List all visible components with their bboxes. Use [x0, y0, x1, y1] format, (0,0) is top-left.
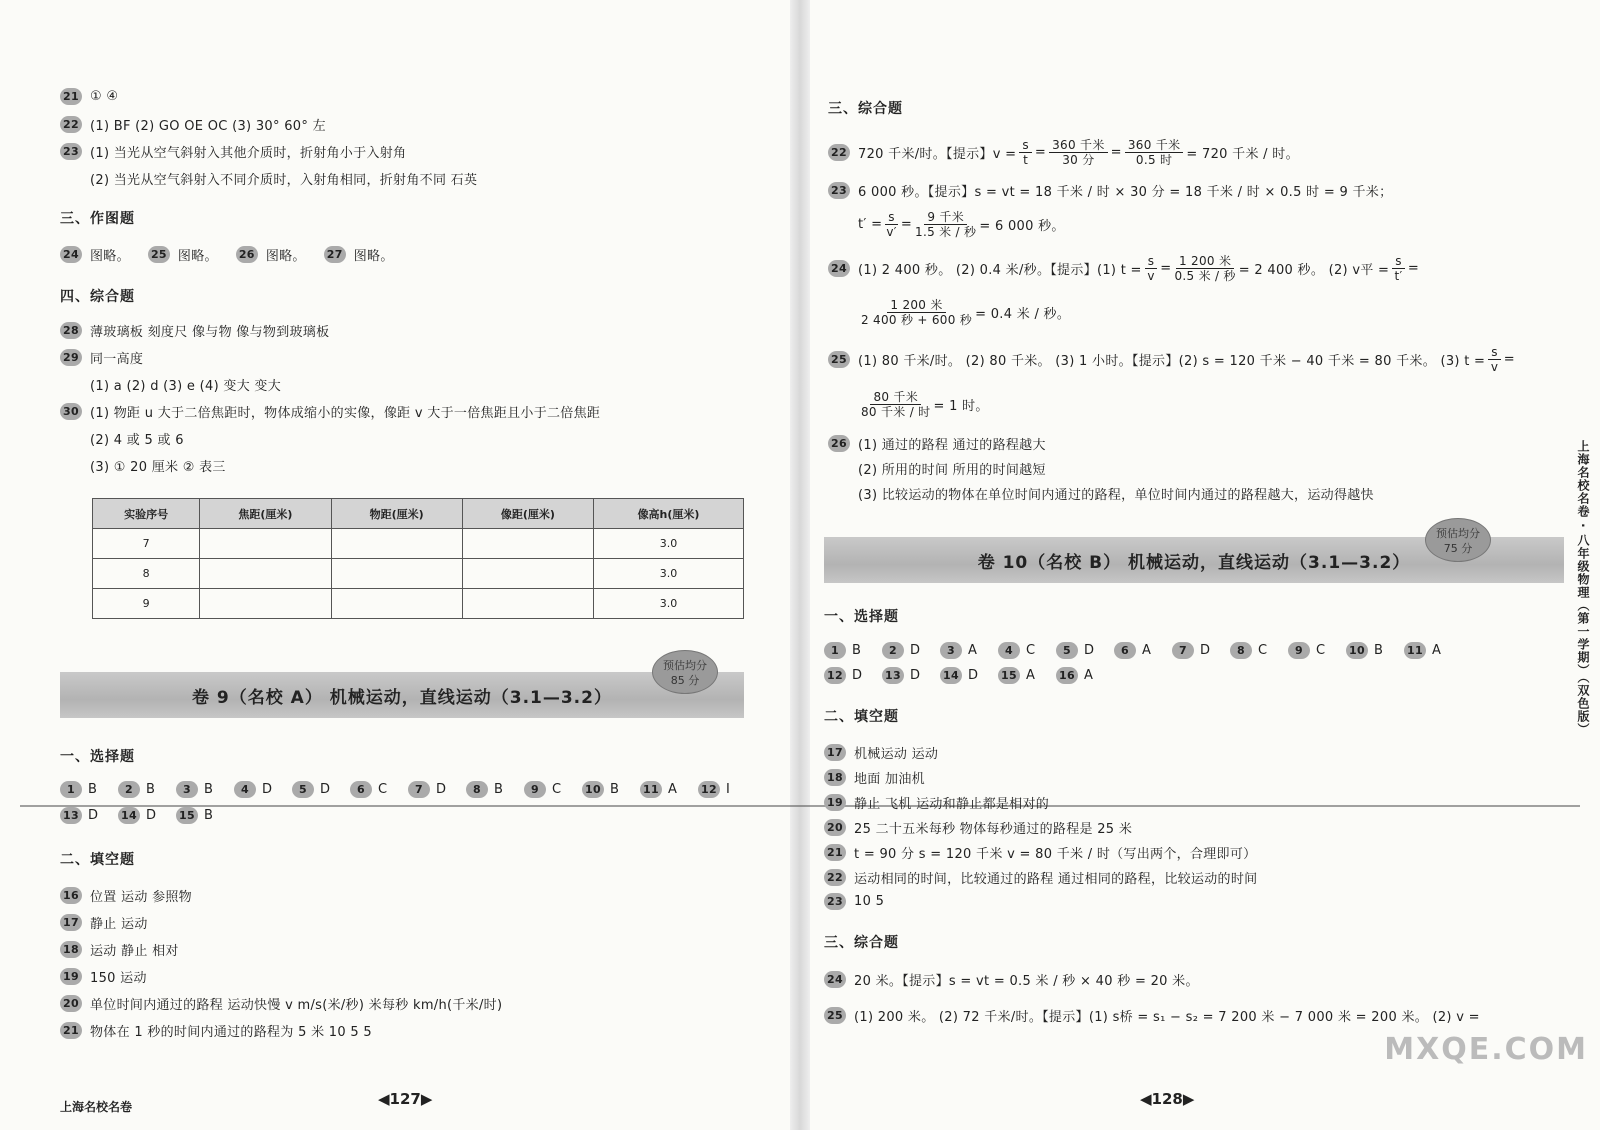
answer-23	[828, 181, 1392, 200]
score-badge	[652, 650, 718, 694]
question-number: 22	[828, 144, 850, 161]
fraction	[1019, 138, 1032, 167]
choice-value: D	[88, 808, 99, 823]
answer-text: (2) 所用的时间 所用的时间越短	[858, 463, 1046, 478]
choice-value: B	[204, 782, 214, 797]
numerator: 9 千米	[924, 210, 967, 225]
question-number: 15	[998, 667, 1020, 684]
choice-answers	[824, 667, 1114, 684]
question-number: 19	[60, 968, 82, 985]
answer-line	[60, 348, 143, 367]
choice-value: B	[204, 808, 214, 823]
table-header-row	[93, 499, 744, 529]
question-number: 23	[828, 182, 850, 199]
denominator: 2 400 秒 + 600 秒	[861, 313, 973, 327]
question-number: 26	[828, 435, 850, 452]
question-number: 2	[882, 642, 904, 659]
equals: =	[1034, 145, 1047, 160]
banner-title: 卷 9（名校 A） 机械运动，直线运动（3.1—3.2）	[192, 687, 612, 708]
fraction	[1049, 138, 1108, 167]
question-number: 22	[824, 869, 846, 886]
answer-line	[60, 940, 179, 959]
question-number: 30	[60, 403, 82, 420]
answer-text: (2) 4 或 5 或 6	[90, 433, 184, 448]
answer-23-cont	[858, 210, 1065, 239]
answer-line	[824, 970, 1199, 989]
numerator: 360 千米	[1049, 138, 1108, 153]
equals: =	[1503, 352, 1515, 367]
answer-text: = 720 千米 / 时。	[1186, 147, 1299, 162]
answer-line	[60, 88, 118, 105]
question-number: 4	[234, 781, 256, 798]
answer-line	[60, 886, 192, 905]
answer-line	[60, 1021, 372, 1040]
exam-banner	[60, 672, 744, 718]
table-cell	[462, 529, 593, 559]
choice-value: D	[1084, 643, 1095, 658]
question-number: 23	[60, 143, 82, 160]
answer-line	[60, 321, 329, 340]
table-header: 焦距(厘米)	[200, 499, 331, 529]
page-number: ◀127▶	[378, 1090, 433, 1108]
table-cell: 3.0	[594, 589, 744, 619]
section-heading: 四、综合题	[60, 289, 135, 305]
question-number: 9	[1288, 642, 1310, 659]
answer-line	[90, 169, 477, 188]
section-heading: 二、填空题	[824, 709, 899, 725]
score-badge	[1425, 518, 1491, 562]
table-row	[93, 589, 744, 619]
table-cell	[331, 529, 462, 559]
question-number: 6	[1114, 642, 1136, 659]
question-number: 22	[60, 116, 82, 133]
answer-text: t = 90 分 s = 120 千米 v = 80 千米 / 时（写出两个，合理即可）	[854, 847, 1257, 862]
choice-value: D	[968, 668, 979, 683]
table-cell	[200, 589, 331, 619]
choice-value: B	[146, 782, 156, 797]
answer-line	[90, 429, 184, 448]
answer-line	[60, 142, 406, 161]
fraction	[1175, 254, 1236, 283]
choice-value: D	[1200, 643, 1211, 658]
answer-text: (1) 200 米。 (2) 72 千米/时。【提示】(1) s桥 = s₁ − s₂ = 7 200 米 − 7 000 米 = 200 米。 (2) v =	[854, 1010, 1480, 1025]
denominator: 0.5 米 / 秒	[1174, 269, 1236, 283]
answer-24	[828, 254, 1419, 283]
answer-text: 静止 飞机 运动和静止都是相对的	[854, 797, 1050, 812]
question-number: 16	[1056, 667, 1078, 684]
table-cell	[200, 559, 331, 589]
question-number: 12	[698, 781, 720, 798]
section-heading: 二、填空题	[60, 852, 135, 868]
answer-line	[824, 843, 1256, 862]
fraction	[1488, 345, 1501, 374]
choice-value: D	[910, 668, 921, 683]
question-number: 4	[998, 642, 1020, 659]
answer-text: 同一高度	[90, 352, 144, 367]
denominator: v	[1147, 269, 1155, 283]
answer-text: 图略。	[90, 249, 130, 264]
question-number: 24	[60, 246, 82, 263]
choice-value: A	[1432, 643, 1442, 658]
question-number: 10	[1346, 642, 1368, 659]
answer-text: (1) BF (2) GO OE OC (3) 30° 60° 左	[90, 119, 326, 134]
denominator: v′	[886, 225, 897, 239]
answer-line	[858, 459, 1046, 478]
numerator: s	[1145, 254, 1158, 269]
choice-value: C	[1316, 643, 1326, 658]
table-header: 像距(厘米)	[462, 499, 593, 529]
answer-text: 图略。	[265, 249, 306, 264]
question-number: 21	[60, 1022, 82, 1039]
answer-line	[824, 793, 1049, 812]
question-number: 8	[466, 781, 488, 798]
answer-line	[824, 743, 938, 762]
question-number: 15	[176, 807, 198, 824]
question-number: 14	[118, 807, 140, 824]
section-heading: 一、选择题	[60, 749, 135, 765]
answer-text: (2) 当光从空气斜射入不同介质时，入射角相同，折射角不同 石英	[90, 173, 478, 188]
section-heading: 三、综合题	[828, 101, 903, 117]
answer-line	[90, 456, 226, 475]
question-number: 3	[940, 642, 962, 659]
answer-text: 薄玻璃板 刻度尺 像与物 像与物到玻璃板	[90, 325, 330, 340]
table-row	[93, 529, 744, 559]
answer-text: 20 米。【提示】s = vt = 0.5 米 / 秒 × 40 秒 = 20 米。	[854, 974, 1199, 989]
question-number: 24	[824, 971, 846, 988]
question-number: 24	[828, 260, 850, 277]
answer-line	[60, 994, 502, 1013]
denominator: v	[1490, 360, 1499, 374]
fraction	[861, 298, 972, 327]
choice-value: C	[552, 782, 562, 797]
right-page	[810, 0, 1600, 1130]
question-number: 23	[824, 893, 846, 910]
question-number: 21	[824, 844, 846, 861]
choice-value: A	[1026, 668, 1036, 683]
question-number: 6	[350, 781, 372, 798]
answer-25-cont	[858, 390, 989, 419]
section-heading: 三、作图题	[60, 211, 135, 227]
denominator: t′	[1394, 269, 1403, 283]
fraction	[885, 210, 898, 239]
answer-text: = 6 000 秒。	[979, 219, 1065, 234]
section-heading: 三、综合题	[824, 935, 899, 951]
footer-title: 上海名校名卷	[60, 1100, 133, 1114]
question-number: 26	[236, 246, 258, 263]
badge-value: 85 分	[670, 674, 700, 687]
question-number: 17	[824, 744, 846, 761]
answer-text: 运动相同的时间，比较通过的路程 通过相同的路程，比较运动的时间	[854, 872, 1258, 887]
question-number: 27	[324, 246, 346, 263]
question-number: 8	[1230, 642, 1252, 659]
answer-text: 静止 运动	[90, 917, 148, 932]
denominator: 30 分	[1062, 153, 1095, 167]
fraction	[1145, 254, 1158, 283]
banner-title: 卷 10（名校 B） 机械运动，直线运动（3.1—3.2）	[977, 552, 1411, 573]
choice-value: C	[1258, 643, 1268, 658]
choice-value: A	[668, 782, 678, 797]
table-cell: 3.0	[594, 559, 744, 589]
answer-line	[824, 1006, 1480, 1025]
answer-text: 6 000 秒。【提示】s = vt = 18 千米 / 时 × 30 分 = 18 千米 / 时 × 0.5 时 = 9 千米；	[858, 185, 1393, 200]
answer-text: 25 二十五米每秒 物体每秒通过的路程是 25 米	[854, 822, 1133, 837]
question-number: 20	[60, 995, 82, 1012]
table-cell	[331, 589, 462, 619]
question-number: 7	[408, 781, 430, 798]
badge-value: 75 分	[1443, 542, 1473, 555]
numerator: 1 200 米	[1176, 254, 1234, 269]
question-number: 11	[640, 781, 662, 798]
table-cell: 8	[93, 559, 200, 589]
answer-line	[60, 115, 326, 134]
answer-text: 地面 加油机	[854, 772, 925, 787]
denominator: 0.5 时	[1135, 153, 1173, 167]
choice-value: C	[1026, 643, 1036, 658]
numerator: s	[1488, 345, 1501, 360]
fraction	[1125, 138, 1184, 167]
experiment-table	[92, 498, 744, 619]
answer-text: = 1 时。	[933, 399, 989, 414]
badge-label: 预估均分	[663, 659, 707, 672]
answer-text: (1) 通过的路程 通过的路程越大	[858, 438, 1046, 453]
answer-line	[60, 913, 148, 932]
choice-value: B	[494, 782, 504, 797]
fraction	[861, 390, 930, 419]
numerator: s	[1392, 254, 1405, 269]
answer-25	[828, 345, 1515, 374]
question-number: 28	[60, 322, 82, 339]
answer-text: (3) ① 20 厘米 ② 表三	[90, 460, 226, 475]
answer-line	[828, 434, 1046, 453]
answer-text: (1) 当光从空气斜射入其他介质时，折射角小于入射角	[90, 146, 407, 161]
choice-value: B	[88, 782, 98, 797]
choice-value: A	[968, 643, 978, 658]
choice-answers	[60, 781, 756, 798]
answer-text: = 0.4 米 / 秒。	[975, 307, 1071, 322]
answer-line	[858, 484, 1374, 503]
answer-line	[90, 375, 281, 394]
question-number: 1	[824, 642, 846, 659]
table-header: 实验序号	[93, 499, 200, 529]
answer-line	[824, 868, 1257, 887]
numerator: 360 千米	[1125, 138, 1184, 153]
answer-text: (1) 80 千米/时。 (2) 80 千米。 (3) 1 小时。【提示】(2) s = 120 千米 − 40 千米 = 80 千米。 (3) t =	[858, 354, 1486, 369]
page-fold	[790, 0, 810, 1130]
equals: =	[1407, 261, 1420, 276]
choice-value: D	[262, 782, 273, 797]
choice-value: D	[320, 782, 331, 797]
equals: =	[1160, 261, 1172, 276]
answer-text: 720 千米/时。【提示】v =	[858, 147, 1017, 162]
page-number: ◀128▶	[1140, 1090, 1195, 1108]
equals: =	[900, 217, 913, 232]
side-title: 上海名校名卷 · 八年级物理（第一学期）（双色版）	[1576, 440, 1590, 736]
question-number: 25	[828, 351, 850, 368]
table-row	[93, 559, 744, 589]
section-heading: 一、选择题	[824, 609, 899, 625]
table-header: 像高h(厘米)	[594, 499, 744, 529]
question-number: 10	[582, 781, 604, 798]
fraction	[1392, 254, 1405, 283]
fraction	[915, 210, 976, 239]
question-number: 11	[1404, 642, 1426, 659]
denominator: 1.5 米 / 秒	[915, 225, 977, 239]
table-cell	[462, 589, 593, 619]
answer-24-cont	[858, 298, 1070, 327]
answer-text: (1) 2 400 秒。 (2) 0.4 米/秒。【提示】(1) t =	[858, 263, 1142, 278]
denominator: 80 千米 / 时	[861, 405, 931, 419]
denominator: t	[1023, 153, 1029, 167]
answer-line	[824, 893, 884, 910]
choice-answers	[60, 807, 234, 824]
choice-value: D	[436, 782, 447, 797]
question-number: 1	[60, 781, 82, 798]
answer-text: 单位时间内通过的路程 运动快慢 v m/s(米/秒) 米每秒 km/h(千米/时)	[90, 998, 503, 1013]
numerator: 1 200 米	[887, 298, 945, 313]
answer-text: 图略。	[353, 249, 394, 264]
answer-text: 150 运动	[90, 971, 147, 986]
choice-value: B	[1374, 643, 1384, 658]
question-number: 7	[1172, 642, 1194, 659]
question-number: 5	[292, 781, 314, 798]
table-cell: 9	[93, 589, 200, 619]
question-number: 25	[148, 246, 170, 263]
question-number: 14	[940, 667, 962, 684]
question-number: 16	[60, 887, 82, 904]
answer-text: (1) a (2) d (3) e (4) 变大 变大	[90, 379, 282, 394]
draw-answers	[60, 245, 412, 264]
answer-line	[824, 768, 925, 787]
question-number: 12	[824, 667, 846, 684]
numerator: s	[885, 210, 898, 225]
question-number: 2	[118, 781, 140, 798]
question-number: 3	[176, 781, 198, 798]
choice-value: A	[1084, 668, 1094, 683]
table-cell	[462, 559, 593, 589]
badge-label: 预估均分	[1436, 527, 1480, 540]
table-cell	[331, 559, 462, 589]
table-cell	[200, 529, 331, 559]
answer-text: 位置 运动 参照物	[90, 890, 192, 905]
choice-value: D	[146, 808, 157, 823]
choice-value: B	[852, 643, 862, 658]
choice-value: D	[852, 668, 863, 683]
answer-line	[824, 818, 1132, 837]
question-number: 19	[824, 794, 846, 811]
answer-text: ① ④	[90, 89, 119, 104]
answer-text: (3) 比较运动的物体在单位时间内通过的路程，单位时间内通过的路程越大，运动得越快	[858, 488, 1374, 503]
question-number: 13	[60, 807, 82, 824]
question-number: 20	[824, 819, 846, 836]
question-number: 29	[60, 349, 82, 366]
answer-text: 机械运动 运动	[854, 747, 939, 762]
choice-value: D	[910, 643, 921, 658]
answer-text: 物体在 1 秒的时间内通过的路程为 5 米 10 5 5	[90, 1025, 372, 1040]
answer-text: (1) 物距 u 大于二倍焦距时，物体成缩小的实像，像距 v 大于一倍焦距且小于二倍焦距	[90, 406, 601, 421]
question-number: 17	[60, 914, 82, 931]
question-number: 18	[60, 941, 82, 958]
numerator: s	[1019, 138, 1032, 153]
choice-answers	[824, 642, 1462, 659]
choice-value: A	[1142, 643, 1152, 658]
choice-value: C	[378, 782, 388, 797]
answer-line	[60, 967, 147, 986]
question-number: 9	[524, 781, 546, 798]
answer-text: 图略。	[177, 249, 218, 264]
answer-text: 10 5	[854, 894, 885, 909]
answer-text: t′ =	[858, 217, 883, 232]
choice-value: I	[726, 782, 731, 797]
left-page	[0, 0, 790, 1130]
question-number: 13	[882, 667, 904, 684]
question-number: 5	[1056, 642, 1078, 659]
numerator: 80 千米	[870, 390, 921, 405]
table-cell: 3.0	[594, 529, 744, 559]
question-number: 18	[824, 769, 846, 786]
question-number: 21	[60, 88, 82, 105]
answer-text: = 2 400 秒。 (2) v平 =	[1238, 263, 1390, 278]
choice-value: B	[610, 782, 620, 797]
question-number: 25	[824, 1007, 846, 1024]
table-header: 物距(厘米)	[331, 499, 462, 529]
answer-22	[828, 138, 1299, 167]
answer-line	[60, 402, 600, 421]
table-cell: 7	[93, 529, 200, 559]
answer-text: 运动 静止 相对	[90, 944, 179, 959]
equals: =	[1110, 145, 1122, 160]
watermark: MXQE.COM	[1384, 1032, 1588, 1067]
